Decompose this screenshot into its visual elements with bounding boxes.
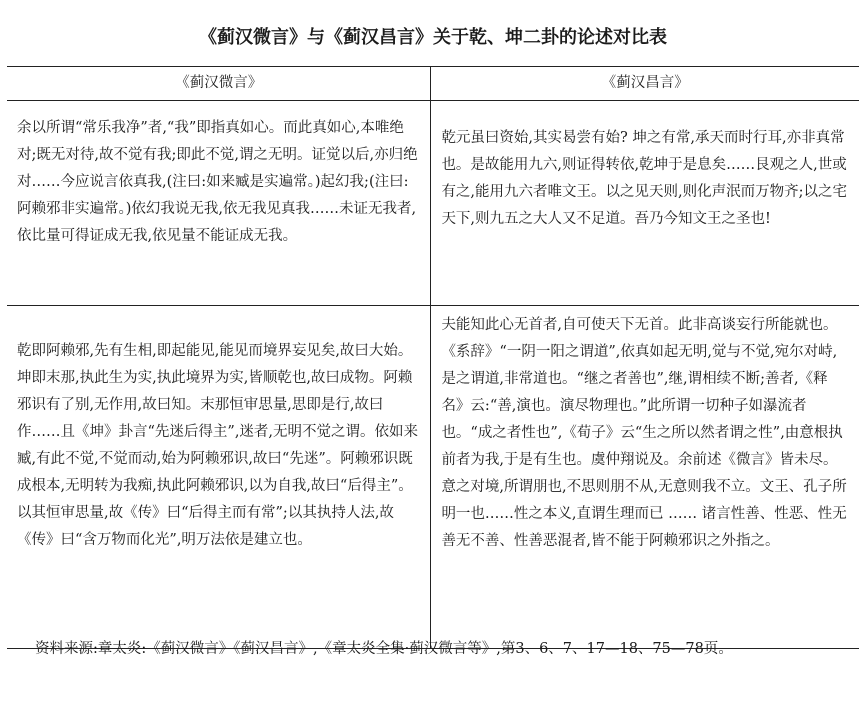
- table-cell-weiyan: 乾即阿赖邪,先有生相,即起能见,能见而境界妄见矣,故曰大始。坤即末那,执此生为实,执此境界为实,皆顺乾也,故曰成物。阿赖邪识有了别,无作用,故曰知。末那恒审思量,思即是行,故曰作……且《坤》卦言“先迷后得主”,迷者,无明不觉之谓。依如来臧,有此不觉,不觉而动,始为阿赖邪识,故曰“先迷”。阿赖邪识既成根本,无明转为我痴,执此阿赖邪识,以为自我,故曰“后得主”。以其恒审思量,故《传》曰“后得主而有常”;以其执持人法,故《传》曰“含万物而化光”,明万法依是建立也。: [7, 306, 431, 649]
- table-cell-changyan: 乾元虽曰资始,其实曷尝有始? 坤之有常,承天而时行耳,亦非真常也。是故能用九六,则证得转依,乾坤于是息矣……艮观之人,世或有之,能用九六者唯文王。以之见天则,则化声泯而万物齐;以之宅天下,则九五之大人又不足道。吾乃今知文王之圣也!: [431, 101, 859, 306]
- comparison-table: [7, 66, 859, 649]
- table-title: 《蓟汉微言》与《蓟汉昌言》关于乾、坤二卦的论述对比表: [199, 27, 667, 48]
- table-header-row: [7, 67, 859, 101]
- source-note: 资料来源:章太炎:《蓟汉微言》《蓟汉昌言》,《章太炎全集·蓟汉微言等》,第3、6、7、17—18、75—78页。: [35, 641, 733, 657]
- column-header-weiyan: 《蓟汉微言》: [7, 67, 431, 101]
- table-cell-weiyan: 余以所谓“常乐我净”者,“我”即指真如心。而此真如心,本唯绝对;既无对待,故不觉有我;即此不觉,谓之无明。证觉以后,亦归绝对……今应说言依真我,(注曰:如来臧是实遍常。)起幻我;(注曰:阿赖邪非实遍常。)依幻我说无我,依无我见真我……未证无我者,依比量可得证成无我,依见量不能证成无我。: [7, 101, 431, 306]
- table-row: [7, 306, 859, 649]
- table-cell-changyan: 夫能知此心无首者,自可使天下无首。此非高谈妄行所能就也。《系辞》“一阴一阳之谓道”,依真如起无明,觉与不觉,宛尔对峙,是之谓道,非常道也。“继之者善也”,继,谓相续不断;善者,《释名》云:“善,演也。演尽物理也。”此所谓一切种子如瀑流者也。“成之者性也”,《荀子》云“生之所以然者谓之性”,由意根执前者为我,于是有生也。虞仲翔说及。余前述《微言》皆未尽。意之对境,所谓朋也,不思则朋不从,无意则我不立。文王、孔子所明一也……性之本义,直谓生理而已 …… 诸言性善、性恶、性无善无不善、性善恶混者,皆不能于阿赖邪识之外指之。: [431, 306, 859, 649]
- table-row: [7, 101, 859, 306]
- column-header-changyan: 《蓟汉昌言》: [431, 67, 859, 101]
